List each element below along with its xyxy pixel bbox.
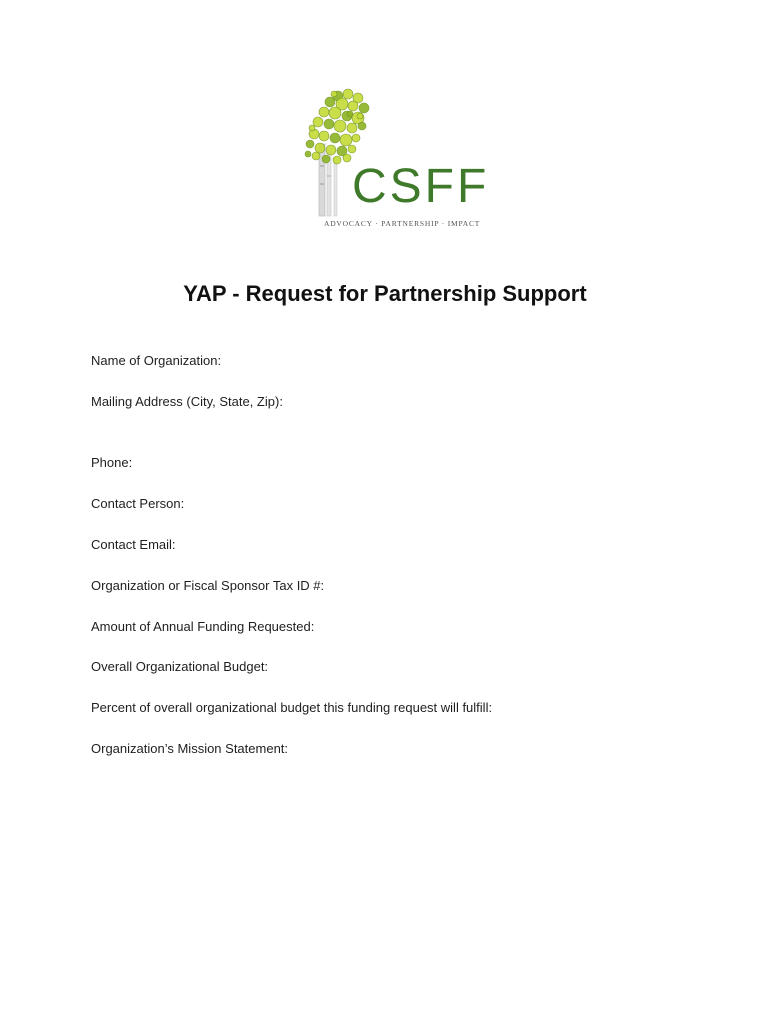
csff-logo: [290, 86, 490, 236]
leaf-shape: [305, 151, 311, 157]
field-label-budget-percent: Percent of overall organizational budget this funding request will fulfill:: [91, 700, 493, 715]
leaf-shape: [333, 156, 341, 164]
leaf-shape: [309, 125, 315, 131]
field-label-contact-email: Contact Email:: [91, 537, 176, 552]
leaf-shape: [347, 111, 353, 117]
leaf-shape: [322, 155, 330, 163]
field-label-tax-id: Organization or Fiscal Sponsor Tax ID #:: [91, 578, 325, 593]
leaf-shape: [319, 107, 329, 117]
leaf-shape: [340, 134, 352, 146]
leaf-shape: [306, 140, 314, 148]
field-label-contact-person: Contact Person:: [91, 496, 185, 511]
leaf-shape: [357, 113, 363, 119]
leaf-shape: [312, 152, 320, 160]
field-label-funding-requested: Amount of Annual Funding Requested:: [91, 619, 315, 634]
leaf-shape: [315, 143, 325, 153]
logo-tagline: ADVOCACY · PARTNERSHIP · IMPACT: [324, 219, 481, 228]
leaf-shape: [348, 101, 358, 111]
leaf-shape: [352, 134, 360, 142]
leaf-shape: [313, 117, 323, 127]
leaf-shape: [319, 131, 329, 141]
leaf-shape: [326, 145, 336, 155]
leaf-shape: [359, 103, 369, 113]
leaf-shape: [334, 120, 346, 132]
leaf-shape: [324, 119, 334, 129]
leaf-shape: [343, 89, 353, 99]
leaf-shape: [331, 91, 337, 97]
field-label-organizational-budget: Overall Organizational Budget:: [91, 659, 269, 674]
field-label-organization-name: Name of Organization:: [91, 353, 222, 368]
leaf-shape: [329, 107, 341, 119]
leaf-shape: [325, 97, 335, 107]
field-label-phone: Phone:: [91, 455, 133, 470]
logo-wordmark: CSFF: [352, 160, 490, 213]
leaf-shape: [343, 154, 351, 162]
leaf-shape: [347, 123, 357, 133]
leaf-shape: [330, 133, 340, 143]
leaf-shape: [358, 122, 366, 130]
field-label-mission-statement: Organization’s Mission Statement:: [91, 741, 289, 756]
field-label-mailing-address: Mailing Address (City, State, Zip):: [91, 394, 283, 409]
page-title: YAP - Request for Partnership Support: [183, 281, 587, 306]
leaf-shape: [348, 145, 356, 153]
